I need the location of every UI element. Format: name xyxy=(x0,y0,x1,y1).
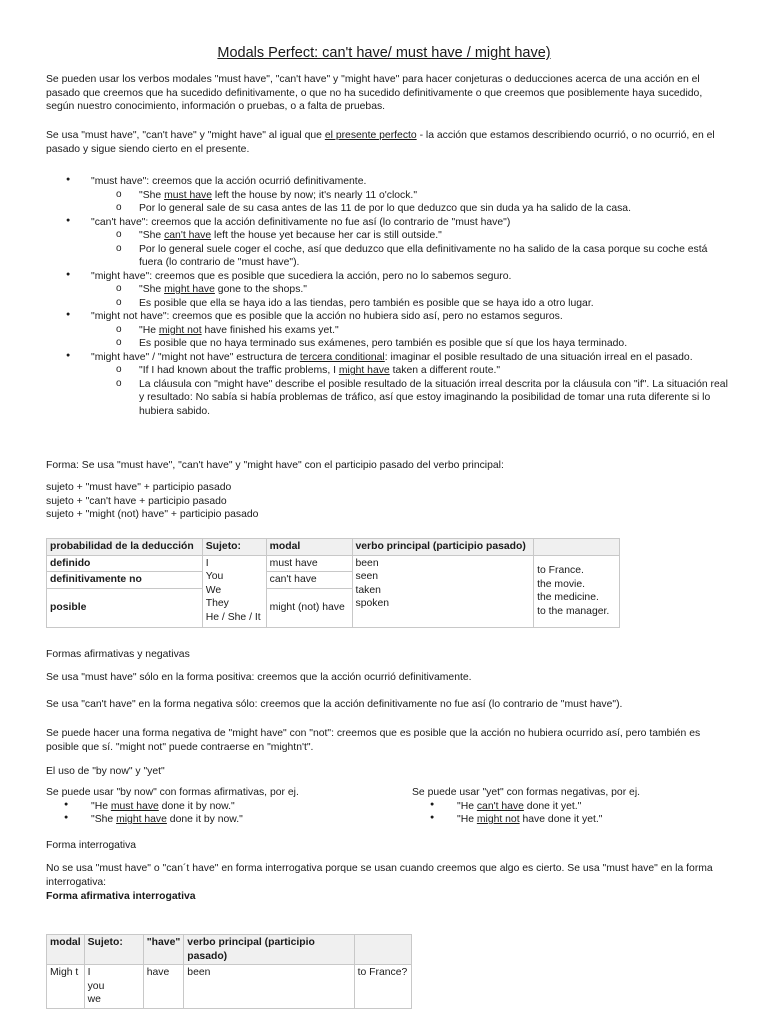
forma-formulas xyxy=(46,481,730,522)
example-might-have: o "She might have gone to the shops." xyxy=(91,283,730,297)
neg-paragraph-1: Se usa "must have" sólo en la forma positiva: creemos que la acción ocurrió definitivamente. xyxy=(46,672,472,683)
interrogative-table xyxy=(46,934,412,1009)
by-now-intro: Se puede usar "by now" con formas afirmativas, por ej. xyxy=(46,787,299,798)
prob-definite: definido xyxy=(47,555,203,572)
header-have: "have" xyxy=(143,935,184,965)
modal-might-not-have: might (not) have xyxy=(266,588,352,627)
byyet-left-column xyxy=(46,786,396,827)
modals-bullet-list xyxy=(46,175,730,418)
interrog-paragraph: No se usa "must have" o "can´t have" en forma interrogativa porque se usan cuando creemos que algo es cierto. Se usa "must have" en la forma interrogativa: xyxy=(46,863,713,888)
yet-example-2: ● "He might not have done it yet." xyxy=(412,813,732,827)
bullet-must-have xyxy=(46,175,730,216)
object-cell: to France? xyxy=(354,965,411,1009)
neg-heading: Formas afirmativas y negativas xyxy=(46,649,190,660)
by-now-example-1: ● "He must have done it by now." xyxy=(46,800,396,814)
bullet-might-have xyxy=(46,270,730,311)
deduction-table xyxy=(46,538,620,628)
bullet-cant-have xyxy=(46,216,730,270)
modal-cant-have: can't have xyxy=(266,572,352,589)
yet-example-1: ● "He can't have done it yet." xyxy=(412,800,732,814)
prob-definitely-not: definitivamente no xyxy=(47,572,203,589)
header-modal: modal xyxy=(266,539,352,556)
verb-cell: been xyxy=(184,965,354,1009)
header-probability: probabilidad de la deducción xyxy=(47,539,203,556)
bullet-must-have-text: "must have": creemos que la acción ocurrió definitivamente. xyxy=(91,176,367,187)
byyet-heading: El uso de "by now" y "yet" xyxy=(46,766,165,777)
explanation-must-have: o Por lo general sale de su casa antes de las 11 de por lo que deduzco que sin duda ya ha salido de la casa. xyxy=(91,202,730,216)
present-perfect-link[interactable]: el presente perfecto xyxy=(324,130,417,141)
formula-line: sujeto + "must have" + participio pasado xyxy=(46,482,232,493)
bullet-might-not-have-text: "might not have": creemos que es posible que la acción no hubiera sido así, pero no estamos seguros. xyxy=(91,311,563,323)
usage-text-before: Se usa "must have", "can't have" y "might have" al igual que xyxy=(46,130,325,141)
modal-might-cell: Migh t xyxy=(47,965,85,1009)
header-modal: modal xyxy=(47,935,85,965)
bullet-might-have-text: "might have": creemos que es posible que sucediera la acción, pero no lo sabemos seguro. xyxy=(91,270,512,282)
modal-must-have: must have xyxy=(266,555,352,572)
explanation-might-not-have: o Es posible que no haya terminado sus exámenes, pero también es posible que sí que los haya terminado. xyxy=(91,337,730,351)
formula-line: sujeto + "might (not) have" + participio pasado xyxy=(46,509,259,521)
objects-cell: to France. the movie. the medicine. to the manager. xyxy=(534,555,620,627)
explanation-third-conditional: o La cláusula con "might have" describe el posible resultado de la situación irreal descrita por la cláusula con "if". La situación real y resultado: No sabía si había problemas de tráfico, así que estoy imaginando la posibilidad de tomar una ruta diferente si lo hubiera sabido. xyxy=(91,378,730,419)
explanation-cant-have: o Por lo general suele coger el coche, así que deduzco que ella definitivamente no ha salido de la casa porque su coche está fuera (lo contrario de "must have"). xyxy=(91,243,730,270)
interrog-heading: Forma interrogativa xyxy=(46,840,137,851)
yet-intro: Se puede usar "yet" con formas negativas, por ej. xyxy=(412,787,641,798)
usage-paragraph xyxy=(46,129,730,156)
subjects-cell: I you we xyxy=(84,965,143,1009)
example-might-not-have: o "He might not have finished his exams yet." xyxy=(91,324,730,338)
by-now-example-2: ● "She might have done it by now." xyxy=(46,813,396,827)
page-title: Modals Perfect: can't have/ must have / might have) xyxy=(217,45,551,61)
byyet-right-column xyxy=(412,786,732,827)
bullet-third-conditional: ● "might have" / "might not have" estructura de tercera conditional: imaginar el posible resultado de una situación irreal en el pasado. o "If I had known about the traffic problems, I might have taken a different route." o La cláusula con "might have" describe el posible resultado de la situación irreal descrita por la cláusula con "if". La situación real y resultado: No sabía si había problemas de tráfico, así que estoy imaginando la posibilidad de tomar una ruta diferente si lo hubiera sabido. xyxy=(46,351,730,419)
prob-possible: posible xyxy=(47,588,203,627)
example-third-conditional: o "If I had known about the traffic problems, I might have taken a different route." xyxy=(91,364,730,378)
explanation-might-have: o Es posible que ella se haya ido a las tiendas, pero también es posible que se haya ido a otro lugar. xyxy=(91,297,730,311)
usage-text-after: - la acción que estamos describiendo ocurrió, o no ocurrió, en el pasado y sigue siendo cierto en el presente. xyxy=(46,130,715,155)
intro-paragraph: Se pueden usar los verbos modales "must have", "can't have" y "might have" para hacer conjeturas o deducciones acerca de una acción en el pasado que creemos que ha sucedido definitivamente, o que no ha sucedido definitivamente o que creemos que posiblemente haya sucedido, según nuestro conocimiento, información o pruebas, o a falta de pruebas. xyxy=(46,74,703,113)
third-conditional-link[interactable]: tercera conditional xyxy=(299,351,385,363)
header-subject: Sujeto: xyxy=(202,539,266,556)
bullet-might-not-have xyxy=(46,310,730,351)
have-cell: have xyxy=(143,965,184,1009)
verbs-cell: been seen taken spoken xyxy=(352,555,534,627)
neg-paragraph-2: Se usa "can't have" en la forma negativa sólo: creemos que la acción definitivamente no fue así (lo contrario de "must have"). xyxy=(46,699,623,710)
formula-line: sujeto + "can't have + participio pasado xyxy=(46,495,227,507)
neg-paragraph-3: Se puede hacer una forma negativa de "might have" con "not": creemos que es posible que la acción no hubiera ocurrido así, pero también es posible que sí. "might not" puede contraerse en "mightn't". xyxy=(46,728,701,753)
forma-intro: Forma: Se usa "must have", "can't have" y "might have" con el participio pasado del verbo principal: xyxy=(46,460,504,471)
interrog-subheading: Forma afirmativa interrogativa xyxy=(46,891,196,902)
subjects-cell: I You We They He / She / It xyxy=(202,555,266,627)
bullet-cant-have-text: "can't have": creemos que la acción definitivamente no fue así (lo contrario de "must have") xyxy=(91,216,511,228)
header-subject: Sujeto: xyxy=(84,935,143,965)
example-cant-have: o "She can't have left the house yet because her car is still outside." xyxy=(91,229,730,243)
example-must-have: o "She must have left the house by now; it's nearly 11 o'clock." xyxy=(91,189,730,203)
header-main-verb: verbo principal (participio pasado) xyxy=(352,539,534,556)
header-main-verb: verbo principal (participio pasado) xyxy=(184,935,354,965)
